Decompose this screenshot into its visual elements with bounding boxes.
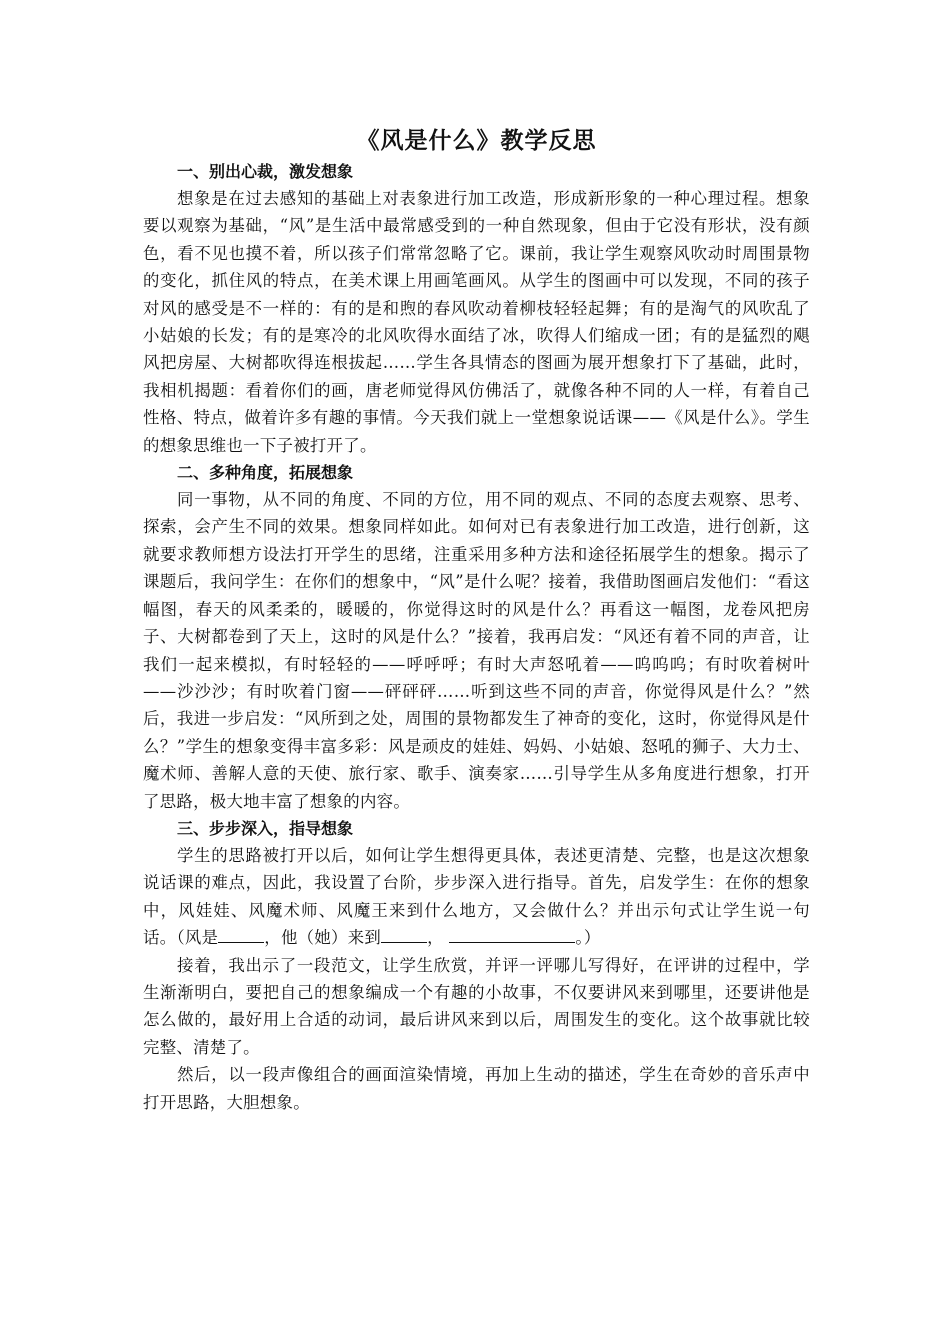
sentence-pattern-part-d: 。） (575, 928, 601, 948)
sentence-blank-2 (381, 926, 427, 943)
section-1-paragraph: 想象是在过去感知的基础上对表象进行加工改造，形成新形象的一种心理过程。想象要以观察为基础，“风”是生活中最常感受到的一种自然现象，但由于它没有形状，没有颜色，看不见也摸不着，所以孩子们常常忽略了它。课前，我让学生观察风吹动时周围景物的变化，抓住风的特点，在美术课上用画笔画风。从学生的图画中可以发现，不同的孩子对风的感受是不一样的：有的是和煦的春风吹动着柳枝轻轻起舞；有的是淘气的风吹乱了小姑娘的长发；有的是寒冷的北风吹得水面结了冰，吹得人们缩成一团；有的是猛烈的飓风把房屋、大树都吹得连根拔起……学生各具情态的图画为展开想象打下了基础，此时，我相机揭题：看着你们的画，唐老师觉得风仿佛活了，就像各种不同的人一样，有着自己性格、特点，做着许多有趣的事情。今天我们就上一堂想象说话课——《风是什么》。学生的想象思维也一下子被打开了。 (143, 189, 810, 455)
sentence-pattern-part-b: ，他（她）来到 (264, 928, 382, 948)
sentence-blank-3 (449, 926, 575, 943)
section-3-heading: 三、步步深入，指导想象 (177, 818, 354, 838)
section-3-paragraph-1-text: 学生的思路被打开以后，如何让学生想得更具体，表述更清楚、完整，也是这次想象说话课的难点，因此，我设置了台阶，步步深入进行指导。首先，启发学生：在你的想象中，风娃娃、风魔术师、风魔王来到什么地方，又会做什么？并出示句式让学生说一句话。 (143, 845, 810, 948)
section-1-heading: 一、别出心裁，激发想象 (177, 162, 354, 181)
section-3-paragraph-2: 接着，我出示了一段范文，让学生欣赏，并评一评哪儿写得好，在评讲的过程中，学生渐渐明白，要把自己的想象编成一个有趣的小故事，不仅要讲风来到哪里，还要讲他是怎么做的，最好用上合适的动词，最后讲风来到以后，周围发生的变化。这个故事就比较完整、清楚了。 (143, 955, 810, 1057)
section-2-paragraph: 同一事物，从不同的角度、不同的方位，用不同的观点、不同的态度去观察、思考、探索，会产生不同的效果。想象同样如此。如何对已有表象进行加工改造，进行创新，这就要求教师想方设法打开学生的思绪，注重采用多种方法和途径拓展学生的想象。揭示了课题后，我问学生：在你们的想象中，“风”是什么呢？接着，我借助图画启发他们：“看这幅图，春天的风柔柔的，暖暖的，你觉得这时的风是什么？再看这一幅图，龙卷风把房子、大树都卷到了天上，这时的风是什么？”接着，我再启发：“风还有着不同的声音，让我们一起来模拟，有时轻轻的——呼呼呼；有时大声怒吼着——呜呜呜；有时吹着树叶——沙沙沙；有时吹着门窗——砰砰砰……听到这些不同的声音，你觉得风是什么？”然后，我进一步启发：“风所到之处，周围的景物都发生了神奇的变化，这时，你觉得风是什么？”学生的想象变得丰富多彩：风是顽皮的娃娃、妈妈、小姑娘、怒吼的狮子、大力士、魔术师、善解人意的天使、旅行家、歌手、演奏家……引导学生从多角度进行想象，打开了思路，极大地丰富了想象的内容。 (143, 490, 810, 811)
sentence-pattern-part-a: （风是 (176, 928, 219, 948)
sentence-pattern-part-c: ， (427, 928, 444, 948)
section-3-paragraph-3: 然后，以一段声像组合的画面渲染情境，再加上生动的描述，学生在奇妙的音乐声中打开思路，大胆想象。 (143, 1065, 810, 1112)
section-2-heading: 二、多种角度，拓展想象 (177, 463, 354, 483)
section-3-paragraph-1 (143, 842, 810, 952)
sentence-blank-1 (218, 926, 264, 943)
document-page (143, 124, 810, 1116)
document-title: 《风是什么》教学反思 (356, 127, 597, 154)
